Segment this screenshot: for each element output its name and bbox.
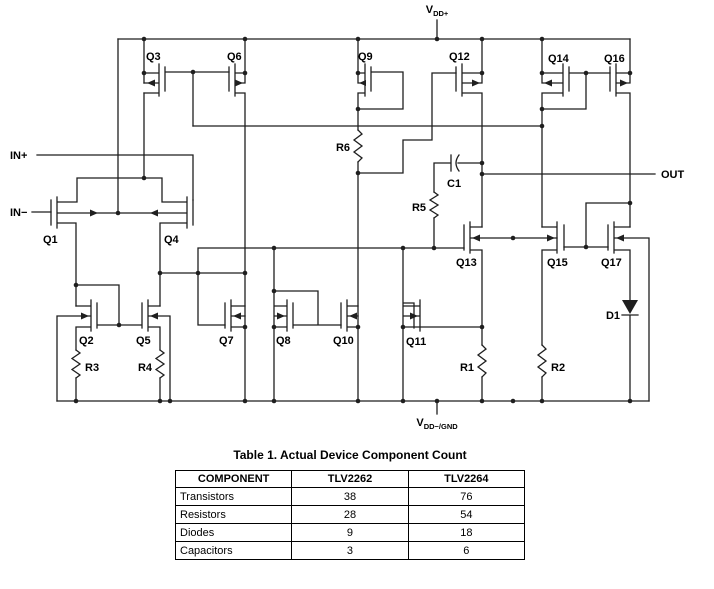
- table-cell: Resistors: [176, 506, 292, 524]
- table-cell: Capacitors: [176, 542, 292, 560]
- table-header-cell: TLV2264: [408, 471, 524, 488]
- table-cell: Diodes: [176, 524, 292, 542]
- label-q8: Q8: [276, 335, 291, 347]
- vdd-minus-gnd-label: $V_{DD-/GND}$: [416, 417, 458, 431]
- label-q14: Q14: [548, 53, 569, 65]
- label-r2: R2: [551, 362, 566, 374]
- table-cell: 3: [292, 542, 408, 560]
- component-count-table: [175, 470, 525, 560]
- label-d1: D1: [605, 310, 620, 322]
- label-q15: Q15: [547, 257, 568, 269]
- label-r3: R3: [85, 362, 100, 374]
- label-in-minus: IN−: [10, 207, 28, 219]
- label-q3: Q3: [146, 51, 161, 63]
- label-in-plus: IN+: [10, 150, 28, 162]
- label-q6: Q6: [227, 51, 242, 63]
- label-q10: Q10: [333, 335, 354, 347]
- junction-dots: [74, 37, 633, 404]
- table-header-cell: COMPONENT: [176, 471, 292, 488]
- table-title: Table 1. Actual Device Component Count: [233, 448, 467, 462]
- label-q16: Q16: [604, 53, 625, 65]
- label-q5: Q5: [136, 335, 151, 347]
- table-cell: 18: [408, 524, 524, 542]
- label-q11: Q11: [406, 336, 427, 348]
- label-q7: Q7: [219, 335, 234, 347]
- label-q17: Q17: [601, 257, 622, 269]
- table-row: [176, 542, 525, 560]
- table-header-cell: TLV2262: [292, 471, 408, 488]
- label-out: OUT: [661, 169, 685, 181]
- label-q1: Q1: [43, 234, 58, 246]
- table-row: [176, 488, 525, 506]
- table-cell: 28: [292, 506, 408, 524]
- vdd-plus-label: $V_{DD+}$: [425, 4, 449, 18]
- table-row: [176, 524, 525, 542]
- label-r6: R6: [335, 142, 350, 154]
- table-cell: 6: [408, 542, 524, 560]
- schematic-wires: [32, 20, 655, 414]
- label-r4: R4: [137, 362, 152, 374]
- diode-d1: [622, 300, 638, 314]
- label-r5: R5: [411, 202, 426, 214]
- table-cell: 54: [408, 506, 524, 524]
- label-q2: Q2: [79, 335, 94, 347]
- table-cell: Transistors: [176, 488, 292, 506]
- label-c1: C1: [447, 178, 462, 190]
- transistor-arrows: [81, 80, 638, 320]
- label-q9: Q9: [358, 51, 373, 63]
- table-cell: 9: [292, 524, 408, 542]
- label-q12: Q12: [449, 51, 470, 63]
- table-cell: 76: [408, 488, 524, 506]
- label-q4: Q4: [164, 234, 179, 246]
- table-cell: 38: [292, 488, 408, 506]
- label-q13: Q13: [456, 257, 477, 269]
- label-r1: R1: [459, 362, 474, 374]
- table-row: [176, 506, 525, 524]
